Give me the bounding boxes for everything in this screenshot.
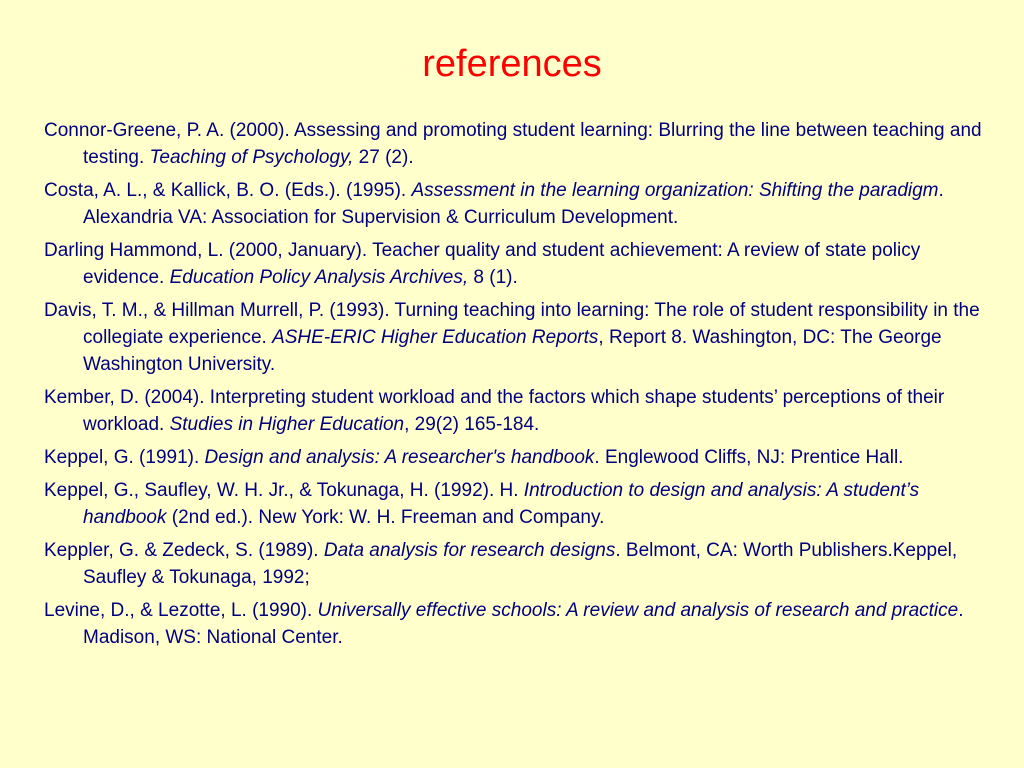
reference-details: 8 (1).	[468, 267, 518, 288]
reference-source-title: Universally effective schools: A review and analysis of research and practice	[317, 600, 959, 621]
reference-details: . Belmont, CA: Worth Publishers.Keppel, Saufley & Tokunaga, 1992;	[83, 540, 958, 588]
reference-details: (2nd ed.). New York: W. H. Freeman and Company.	[166, 507, 605, 528]
reference-text: Keppel, G. (1991).	[44, 447, 205, 468]
reference-source-title: Data analysis for research designs	[323, 540, 616, 561]
reference-source-title: Studies in Higher Education	[169, 414, 405, 435]
reference-item	[44, 537, 984, 591]
reference-source-title: ASHE-ERIC Higher Education Reports	[272, 327, 599, 348]
reference-text: Kember, D. (2004). Interpreting student workload and the factors which shape students’ perceptions of their workload.	[44, 387, 945, 435]
reference-text: Davis, T. M., & Hillman Murrell, P. (1993). Turning teaching into learning: The role of student responsibility in the collegiate experience.	[44, 300, 980, 348]
reference-item	[44, 297, 984, 378]
reference-details: . Englewood Cliffs, NJ: Prentice Hall.	[594, 447, 904, 468]
reference-item	[44, 384, 984, 438]
reference-item	[44, 444, 984, 471]
reference-list	[44, 117, 984, 657]
reference-source-title: Assessment in the learning organization: Shifting the paradigm	[411, 180, 939, 201]
reference-item	[44, 177, 984, 231]
reference-details: , Report 8. Washington, DC: The George Washington University.	[83, 327, 942, 375]
reference-source-title: Introduction to design and analysis: A student’s handbook	[83, 480, 920, 528]
reference-item	[44, 117, 984, 171]
reference-details: 27 (2).	[353, 147, 414, 168]
reference-item	[44, 237, 984, 291]
reference-source-title: Teaching of Psychology,	[149, 147, 354, 168]
reference-item	[44, 477, 984, 531]
reference-details: . Madison, WS: National Center.	[83, 600, 964, 648]
reference-details: , 29(2) 165-184.	[404, 414, 540, 435]
reference-text: Connor-Greene, P. A. (2000). Assessing and promoting student learning: Blurring the line between teaching and testing.	[44, 120, 982, 168]
reference-text: Keppel, G., Saufley, W. H. Jr., & Tokunaga, H. (1992). H.	[44, 480, 524, 501]
reference-details: . Alexandria VA: Association for Supervision & Curriculum Development.	[83, 180, 944, 228]
reference-source-title: Education Policy Analysis Archives,	[169, 267, 469, 288]
reference-text: Darling Hammond, L. (2000, January). Teacher quality and student achievement: A review of state policy evidence.	[44, 240, 921, 288]
reference-source-title: Design and analysis: A researcher's handbook	[204, 447, 595, 468]
reference-text: Levine, D., & Lezotte, L. (1990).	[44, 600, 318, 621]
reference-text: Costa, A. L., & Kallick, B. O. (Eds.). (1995).	[44, 180, 412, 201]
reference-text: Keppler, G. & Zedeck, S. (1989).	[44, 540, 324, 561]
slide-title: references	[422, 43, 602, 85]
reference-item	[44, 597, 984, 651]
